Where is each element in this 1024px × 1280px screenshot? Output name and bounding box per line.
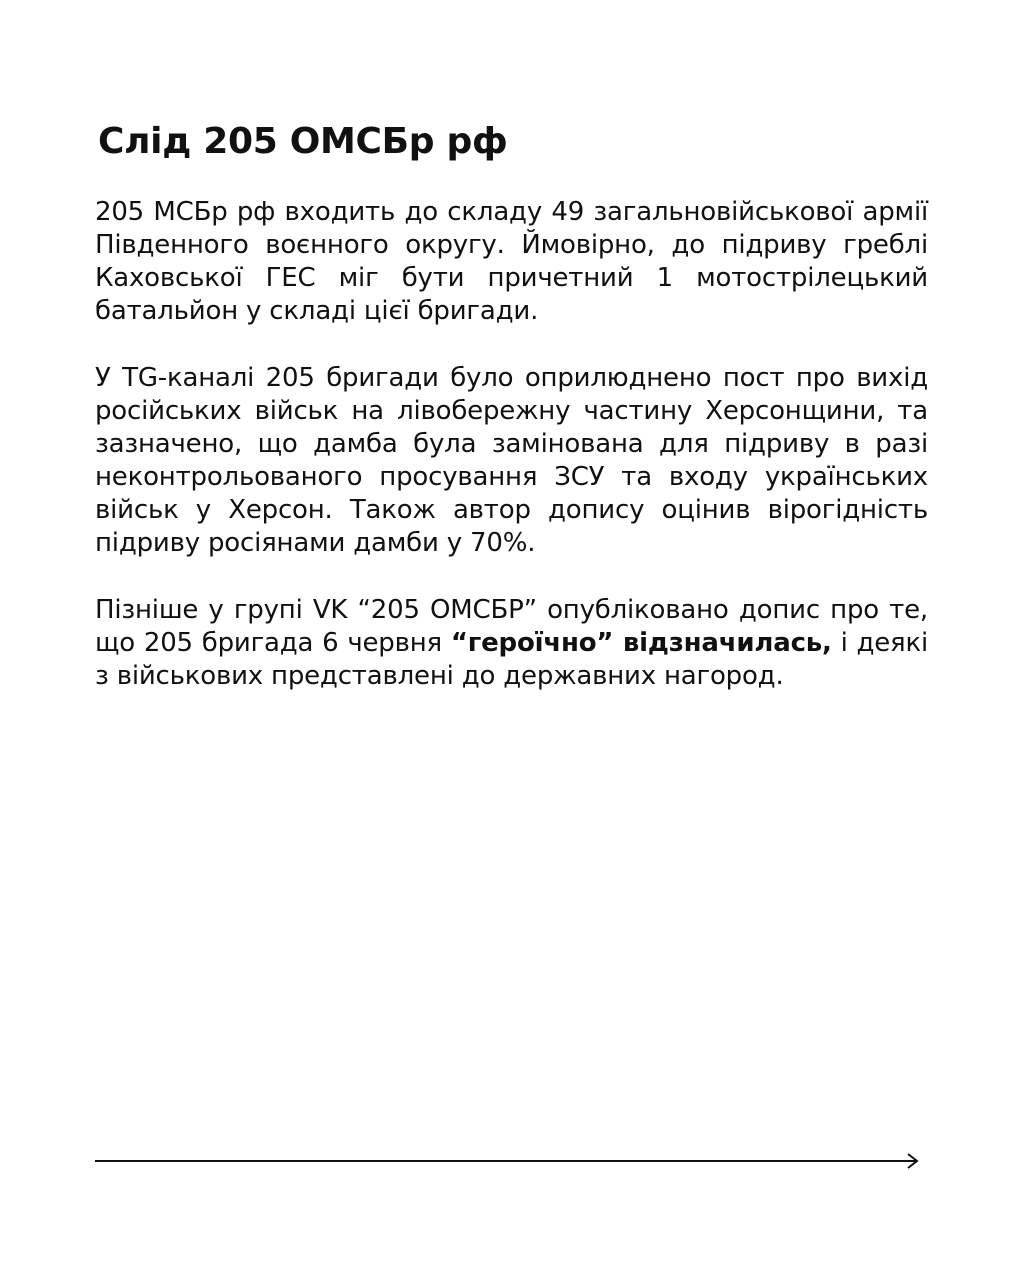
paragraph-1: 205 МСБр рф входить до складу 49 загальновійськової армії Південного воєнного округу. Ймовірно, до підриву греблі Каховської ГЕС міг бути причетний 1 мотострілецький батальйон у складі цієї бригади. xyxy=(95,197,928,326)
page-title: Слід 205 ОМСБр рф xyxy=(98,121,508,162)
paragraph-3 xyxy=(95,594,928,693)
paragraph-2: У TG-каналі 205 бригади було оприлюднено пост про вихід російських військ на лівобережну частину Херсонщини, та зазначено, що дамба була замінована для підриву в разі неконтрольованого просування ЗСУ та входу українських військ у Херсон. Також автор допису оцінив вірогідність підриву росіянами дамби у 70%. xyxy=(95,363,928,558)
paragraph-3-bold-quote: “героїчно” відзначилась, xyxy=(450,628,832,658)
paragraph-3-text-end: і деякі з військових представлені до державних нагород. xyxy=(95,628,928,691)
arrow-right-icon[interactable] xyxy=(95,1151,920,1171)
article-body xyxy=(95,196,928,727)
paragraph-3-text-start: Пізніше у групі VK “205 ОМСБР” опубліковано допис про те, що 205 бригада 6 червня xyxy=(95,595,928,658)
